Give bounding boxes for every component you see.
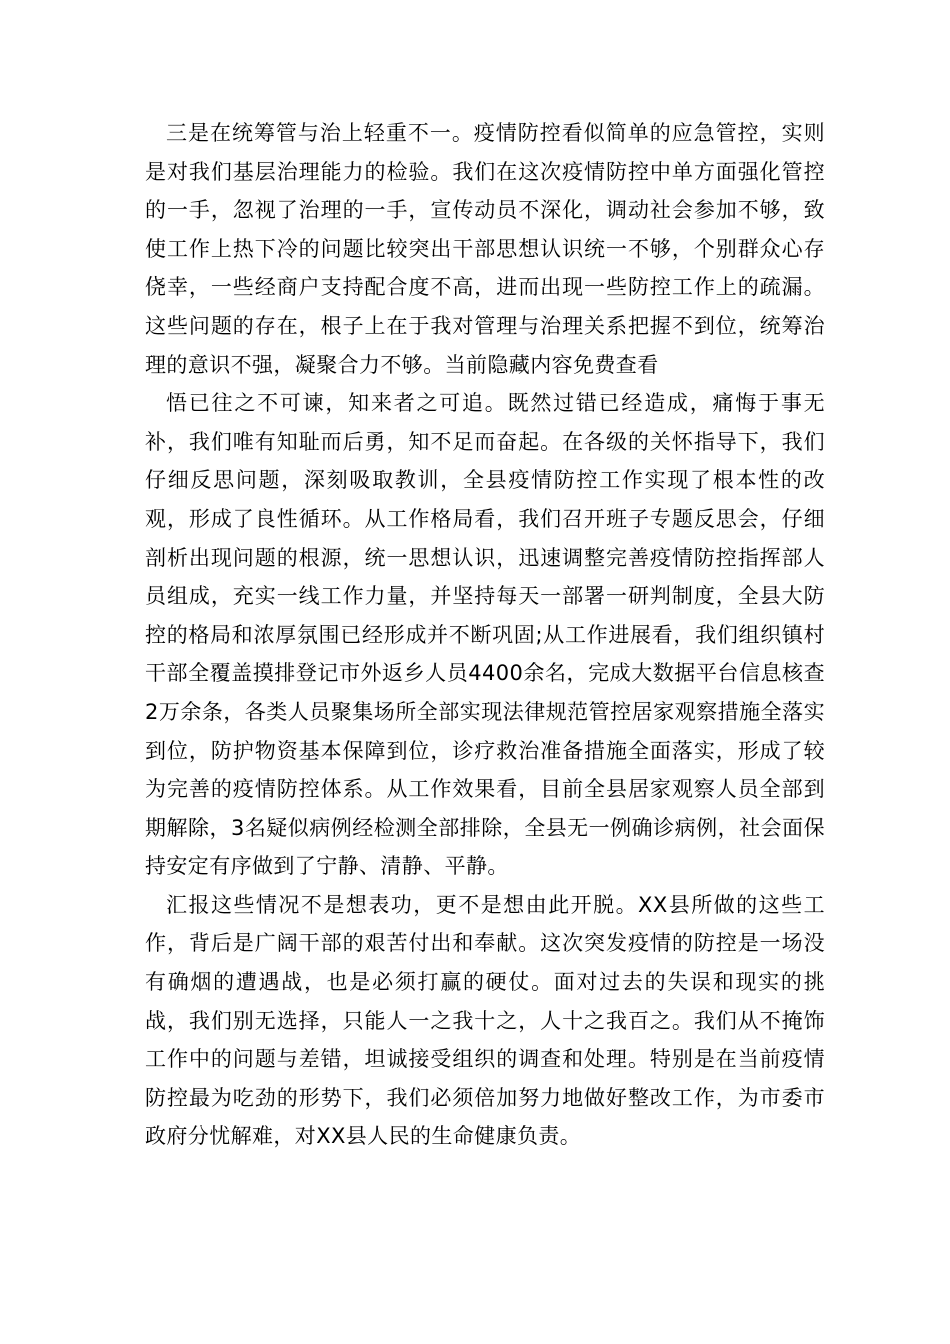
- paragraph-report-commitment: 汇报这些情况不是想表功，更不是想由此开脱。XX县所做的这些工作，背后是广阔干部的艰苦付出和奉献。这次突发疫情的防控是一场没有确烟的遭遇战，也是必须打赢的硬仗。面对过去的失误和现实的挑战，我们别无选择，只能人一之我十之，人十之我百之。我们从不掩饰工作中的问题与差错，坦诚接受组织的调查和处理。特别是在当前疫情防控最为吃劲的形势下，我们必须倍加努力地做好整改工作，为市委市政府分忧解难，对XX县人民的生命健康负责。: [145, 892, 825, 1149]
- paragraph-reflection-progress: 悟已往之不可谏，知来者之可追。既然过错已经造成，痛悔于事无补，我们唯有知耻而后勇，知不足而奋起。在各级的关怀指导下，我们仔细反思问题，深刻吸取教训，全县疫情防控工作实现了根本性的改观，形成了良性循环。从工作格局看，我们召开班子专题反思会，仔细剖析出现问题的根源，统一思想认识，迅速调整完善疫情防控指挥部人员组成，充实一线工作力量，并坚持每天一部署一研判制度，全县大防控的格局和浓厚氛围已经形成并不断巩固;从工作进展看，我们组织镇村干部全覆盖摸排登记市外返乡人员4400余名，完成大数据平台信息核查2万余条，各类人员聚集场所全部实现法律规范管控居家观察措施全落实到位，防护物资基本保障到位，诊疗救治准备措施全面落实，形成了较为完善的疫情防控体系。从工作效果看，目前全县居家观察人员全部到期解除，3名疑似病例经检测全部排除，全县无一例确诊病例，社会面保持安定有序做到了宁静、清静、平静。: [145, 391, 825, 879]
- paragraph-overall-planning: 三是在统筹管与治上轻重不一。疫情防控看似简单的应急管控，实则是对我们基层治理能力的检验。我们在这次疫情防控中单方面强化管控的一手，忽视了治理的一手，宣传动员不深化，调动社会参加不够，致使工作上热下冷的问题比较突出干部思想认识统一不够，个别群众心存侥幸，一些经商户支持配合度不高，进而出现一些防控工作上的疏漏。这些问题的存在，根子上在于我对管理与治理关系把握不到位，统筹治理的意识不强，凝聚合力不够。当前隐藏内容免费查看: [145, 121, 825, 377]
- document-body: [145, 114, 825, 1156]
